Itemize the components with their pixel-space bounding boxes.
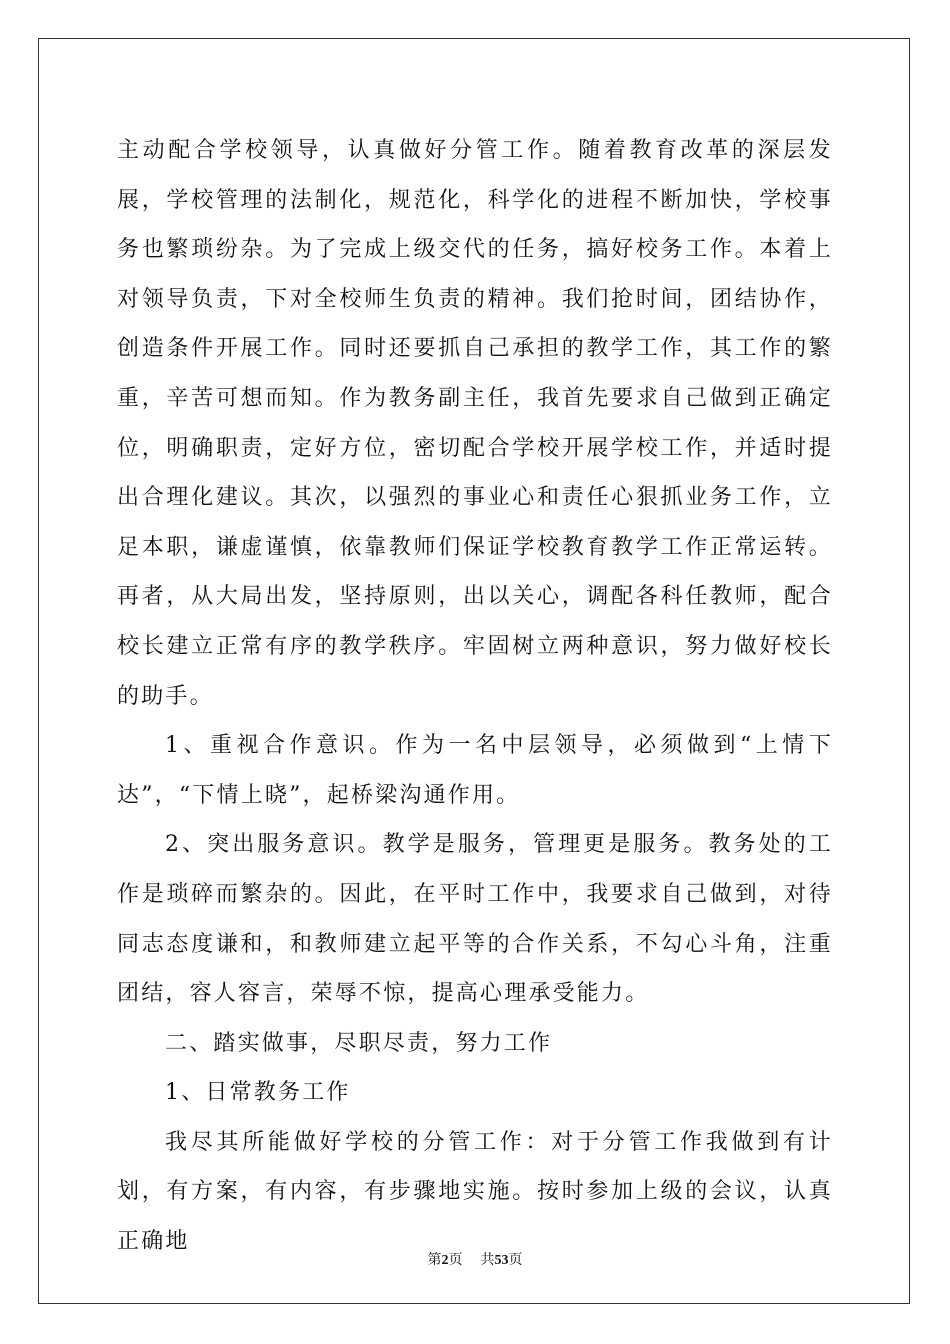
footer-page-number: 2	[441, 1253, 449, 1268]
page-footer	[0, 1249, 950, 1269]
footer-prefix: 第	[427, 1252, 442, 1268]
footer-total-suffix: 页	[508, 1252, 523, 1268]
paragraph-6: 我尽其所能做好学校的分管工作：对于分管工作我做到有计划，有方案，有内容，有步骤地实施。按时参加上级的会议，认真正确地	[117, 1129, 833, 1255]
paragraph-1: 主动配合学校领导，认真做好分管工作。随着教育改革的深层发展，学校管理的法制化，规范化，科学化的进程不断加快，学校事务也繁琐纷杂。为了完成上级交代的任务，搞好校务工作。本着上对领导负责，下对全校师生负责的精神。我们抢时间，团结协作，创造条件开展工作。同时还要抓自己承担的教学工作，其工作的繁重，辛苦可想而知。作为教务副主任，我首先要求自己做到正确定位，明确职责，定好方位，密切配合学校开展学校工作，并适时提出合理化建议。其次，以强烈的事业心和责任心狠抓业务工作，立足本职，谦虚谨慎，依靠教师们保证学校教育教学工作正常运转。再者，从大局出发，坚持原则，出以关心，调配各科任教师，配合校长建立正常有序的教学秩序。牢固树立两种意识，努力做好校长的助手。	[117, 138, 833, 709]
section-heading: 二、踏实做事，尽职尽责，努力工作	[165, 1030, 553, 1056]
footer-total-prefix: 共	[480, 1252, 495, 1268]
paragraph-3: 2、突出服务意识。教学是服务，管理更是服务。教务处的工作是琐碎而繁杂的。因此，在平时工作中，我要求自己做到，对待同志态度谦和，和教师建立起平等的合作关系，不勾心斗角，注重团结，容人容言，荣辱不惊，提高心理承受能力。	[117, 832, 833, 1007]
paragraph-2: 1、重视合作意识。作为一名中层领导，必须做到“上情下达”，“下情上晓”，起桥梁沟通作用。	[117, 733, 833, 808]
document-body	[117, 126, 833, 1267]
footer-total-pages: 53	[494, 1253, 509, 1268]
footer-page-suffix: 页	[448, 1252, 463, 1268]
subsection-heading: 1、日常教务工作	[165, 1080, 351, 1106]
